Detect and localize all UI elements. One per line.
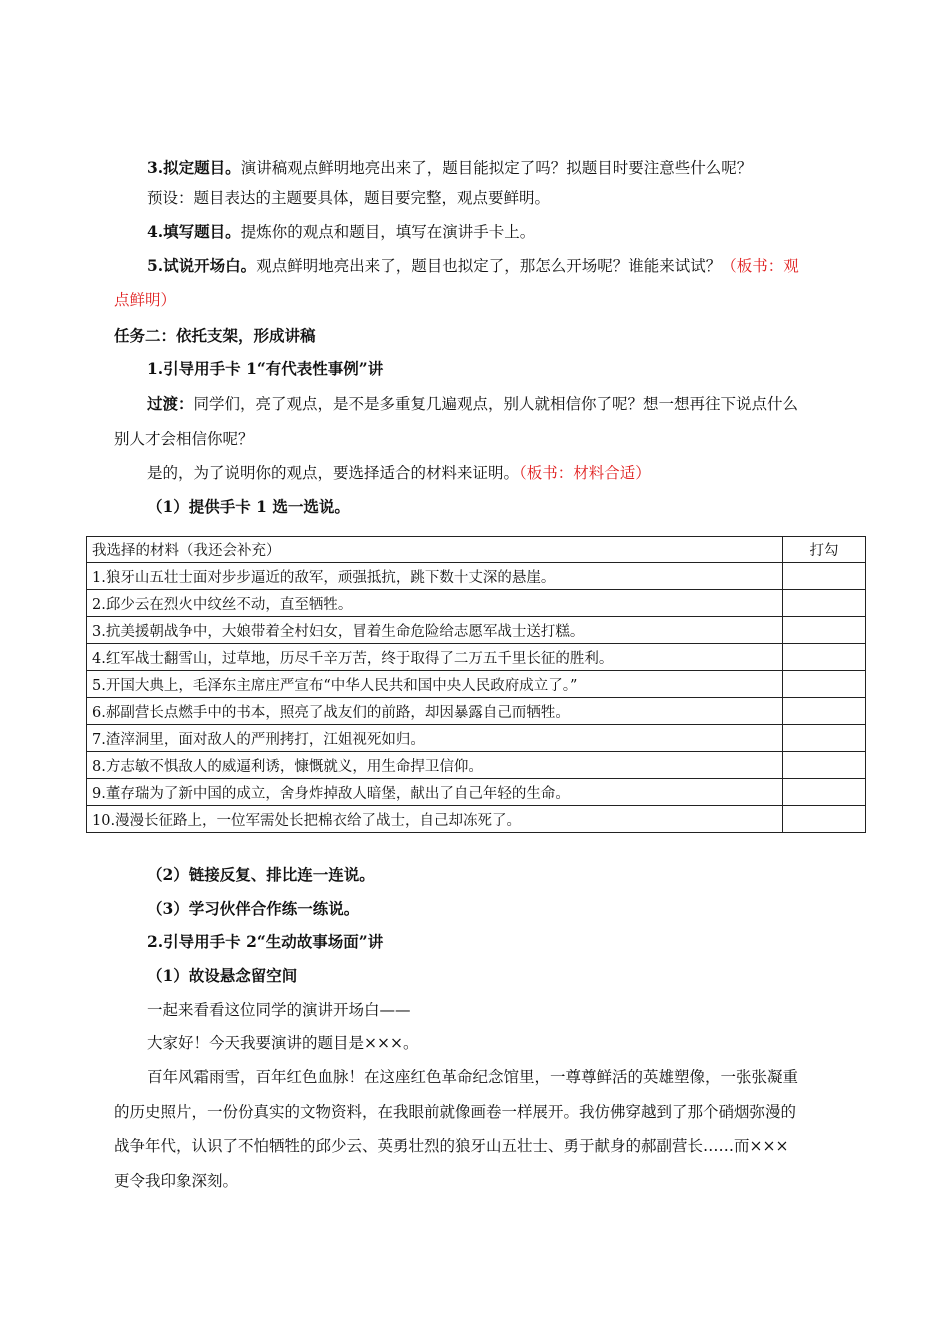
- blackboard-note-viewpoint: （板书：观: [721, 257, 799, 275]
- table-row: [87, 752, 866, 779]
- material-cell: 3.抗美援朝战争中，大娘带着全村妇女，冒着生命危险给志愿军战士送打糕。: [87, 617, 783, 644]
- material-cell: 5.开国大典上，毛泽东主席庄严宣布“中华人民共和国中央人民政府成立了。”: [87, 671, 783, 698]
- transition-paragraph: [147, 393, 798, 415]
- speech-paragraph-line: 百年风霜雨雪，百年红色血脉！在这座红色革命纪念馆里，一尊尊鲜活的英雄塑像，一张张凝重: [147, 1068, 799, 1086]
- section-3-heading: 3.拟定题目。: [147, 158, 241, 177]
- transition-text: 同学们，亮了观点，是不是多重复几遍观点，别人就相信你了呢？想一想再往下说点什么: [193, 395, 799, 413]
- check-cell[interactable]: [783, 671, 866, 698]
- material-cell: 2.邱少云在烈火中纹丝不动，直至牺牲。: [87, 590, 783, 617]
- check-cell[interactable]: [783, 698, 866, 725]
- transition-text-cont: 别人才会相信你呢？: [114, 430, 254, 448]
- material-cell: 6.郝副营长点燃手中的书本，照亮了战友们的前路，却因暴露自己而牺牲。: [87, 698, 783, 725]
- table-row: [87, 779, 866, 806]
- check-cell[interactable]: [783, 752, 866, 779]
- section-3-paragraph: [147, 157, 752, 179]
- table-row: [87, 806, 866, 833]
- material-selection-table: [86, 536, 866, 833]
- speech-paragraph-line: 战争年代，认识了不怕牺牲的邱少云、英勇壮烈的狼牙山五壮士、勇于献身的郝副营长……而×××: [114, 1137, 789, 1155]
- check-cell[interactable]: [783, 617, 866, 644]
- speech-paragraph-line: 更令我印象深刻。: [114, 1172, 239, 1190]
- step-3-heading: （3）学习伙伴合作练一练说。: [147, 899, 360, 918]
- table-row: [87, 671, 866, 698]
- speech-greeting: 大家好！今天我要演讲的题目是×××。: [147, 1034, 419, 1052]
- section-5-paragraph: [147, 255, 799, 277]
- material-cell: 9.董存瑞为了新中国的成立，舍身炸掉敌人暗堡，献出了自己年轻的生命。: [87, 779, 783, 806]
- material-cell: 7.渣滓洞里，面对敌人的严刑拷打，江姐视死如归。: [87, 725, 783, 752]
- guide-1-heading: 1.引导用手卡 1“有代表性事例”讲: [147, 359, 384, 378]
- transition-heading: 过渡：: [147, 394, 194, 413]
- material-cell: 1.狼牙山五壮士面对步步逼近的敌军，顽强抵抗，跳下数十丈深的悬崖。: [87, 563, 783, 590]
- guide-2-heading: 2.引导用手卡 2“生动故事场面”讲: [147, 932, 384, 951]
- check-cell[interactable]: [783, 725, 866, 752]
- header-material: 我选择的材料（我还会补充）: [87, 537, 783, 563]
- material-sentence: [147, 462, 651, 484]
- blackboard-note-viewpoint-cont: 点鲜明）: [114, 291, 177, 309]
- example-intro: 一起来看看这位同学的演讲开场白——: [147, 1001, 411, 1019]
- section-4-heading: 4.填写题目。: [147, 222, 241, 241]
- step-2-heading: （2）链接反复、排比连一连说。: [147, 865, 375, 884]
- table-header-row: [87, 537, 866, 563]
- step-1-heading: （1）提供手卡 1 选一选说。: [147, 497, 350, 516]
- table-row: [87, 698, 866, 725]
- check-cell[interactable]: [783, 590, 866, 617]
- check-cell[interactable]: [783, 563, 866, 590]
- material-sentence-text: 是的，为了说明你的观点，要选择适合的材料来证明。: [147, 464, 520, 482]
- table-row: [87, 563, 866, 590]
- section-3-text: 演讲稿观点鲜明地亮出来了，题目能拟定了吗？拟题目时要注意些什么呢？: [240, 159, 753, 177]
- table-row: [87, 725, 866, 752]
- preset-text: 预设：题目表达的主题要具体，题目要完整，观点要鲜明。: [147, 189, 551, 207]
- section-4-text: 提炼你的观点和题目，填写在演讲手卡上。: [240, 223, 536, 241]
- header-check: 打勾: [783, 537, 866, 563]
- check-cell[interactable]: [783, 779, 866, 806]
- suspense-heading: （1）故设悬念留空间: [147, 966, 298, 985]
- check-cell[interactable]: [783, 806, 866, 833]
- check-cell[interactable]: [783, 644, 866, 671]
- section-5-heading: 5.试说开场白。: [147, 256, 257, 275]
- table-row: [87, 644, 866, 671]
- table-row: [87, 590, 866, 617]
- task-2-heading: 任务二：依托支架，形成讲稿: [114, 326, 316, 345]
- material-cell: 8.方志敏不惧敌人的威逼利诱，慷慨就义，用生命捍卫信仰。: [87, 752, 783, 779]
- section-5-text: 观点鲜明地亮出来了，题目也拟定了，那怎么开场呢？谁能来试试？: [256, 257, 722, 275]
- section-4-paragraph: [147, 221, 535, 243]
- material-cell: 10.漫漫长征路上，一位军需处长把棉衣给了战士，自己却冻死了。: [87, 806, 783, 833]
- blackboard-note-material: （板书：材料合适）: [519, 464, 651, 482]
- speech-paragraph-line: 的历史照片，一份份真实的文物资料，在我眼前就像画卷一样展开。我仿佛穿越到了那个硝烟弥漫的: [114, 1103, 797, 1121]
- table-row: [87, 617, 866, 644]
- material-cell: 4.红军战士翻雪山，过草地，历尽千辛万苦，终于取得了二万五千里长征的胜利。: [87, 644, 783, 671]
